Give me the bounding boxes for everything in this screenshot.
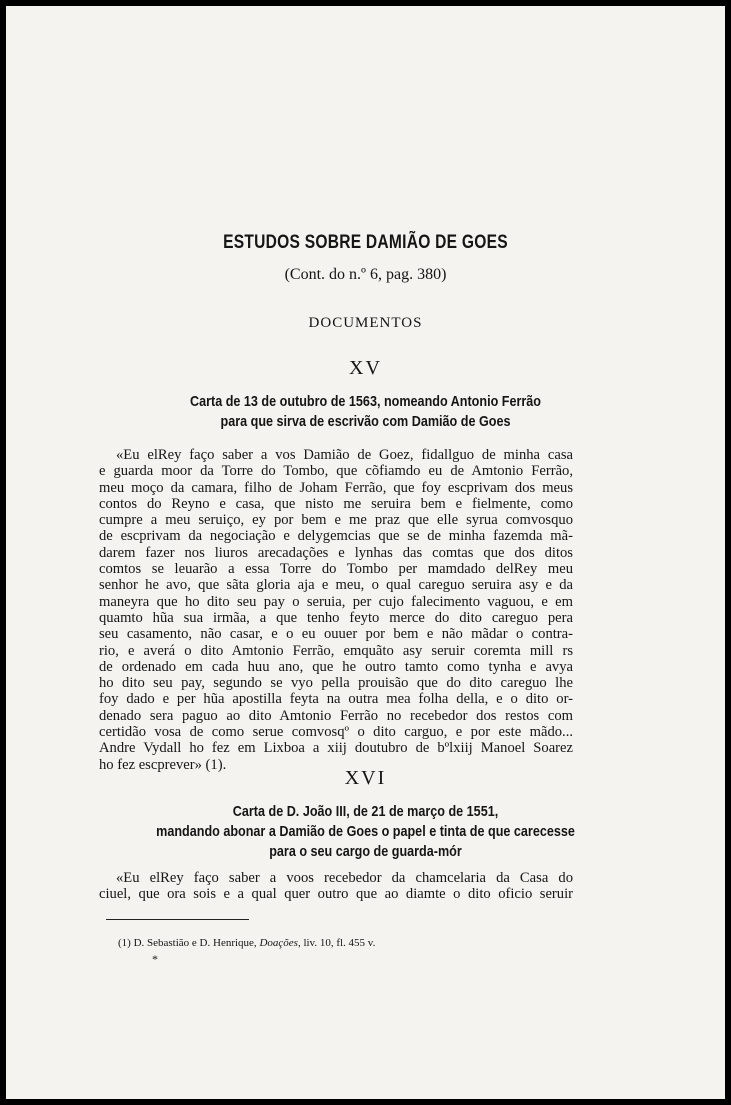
body-line: senhor he avo, que sãta gloria aja e meu, o qual careguo seruira asy e da bbox=[99, 577, 573, 594]
body-line: denado sera paguo ao dito Amtonio Ferrão no recebedor dos restos com bbox=[99, 707, 573, 724]
body-line: de ordenado em cada huu ano, que he outro tamto como tynha e avya bbox=[99, 658, 573, 675]
body-line: «Eu elRey faço saber a voos recebedor da chamcelaria da Casa do bbox=[116, 870, 573, 886]
body-line: meu moço da camara, filho de Joham Ferrão, que foy escprivam dos meus bbox=[99, 479, 573, 496]
heading-line: para que sirva de escrivão com Damião de Goes bbox=[220, 413, 511, 430]
body-line: e guarda moor da Torre do Tombo, que cõfiamdo eu de Amtonio Ferrão, bbox=[99, 463, 573, 480]
heading-line: Carta de D. João III, de 21 de março de 1551, bbox=[232, 803, 499, 820]
body-line: rio, e averá o dito Amtonio Ferrão, emquãto asy seruir coremta mill rs bbox=[99, 642, 573, 659]
body-line: ciuel, que ora sois e a qual quer outro que ao diamte o dito oficio seruir bbox=[99, 886, 573, 903]
body-line: seu casamento, não casar, e o eu ouuer por bem e não mãdar o contra- bbox=[99, 626, 573, 643]
page-title: ESTUDOS SOBRE DAMIÃO DE GOES bbox=[223, 232, 508, 253]
body-line: ho fez escprever» (1). bbox=[99, 756, 227, 773]
body-line: contos do Reyno e casa, que nisto me seruira bem e fielmente, como bbox=[99, 495, 573, 512]
footnote-italic: Doações bbox=[259, 937, 298, 949]
section-label: DOCUMENTOS bbox=[308, 315, 423, 331]
body-line: cumpre a meu seruiço, ey por bem e me praz que elle syrua comvosquo bbox=[99, 512, 573, 529]
body-line: certidão vosa de como serue comvosqº o dito carguo, e por este mãdo... bbox=[99, 724, 573, 741]
page-subtitle: (Cont. do n.º 6, pag. 380) bbox=[284, 266, 447, 283]
body-line: comtos se leuarão a essa Torre do Tombo per mamdado delRey meu bbox=[99, 561, 573, 578]
document-heading-xvi bbox=[64, 802, 668, 862]
footnote-marker: (1) bbox=[118, 937, 131, 949]
body-line: Andre Vydall ho fez em Lixboa a xiij doutubro de bºlxiij Manoel Soarez bbox=[99, 740, 573, 757]
body-line: de escprivam da negociação e delygemcias que se de minha fazemda mã- bbox=[99, 528, 573, 545]
body-line: maneyra que ho dito seu pay o seruia, per cujo falecimento vaguou, e em bbox=[99, 593, 573, 610]
body-line: foy dado e per hũa apostilla feyta na outra mea folha della, e o dito or- bbox=[99, 691, 573, 708]
footnote bbox=[118, 937, 375, 949]
body-line: ho dito seu pay, segundo se vyo pella prouisão que do dito careguo lhe bbox=[99, 675, 573, 692]
body-line: darem fazer nos liuros arecadações e lynhas das comtas que dos ditos bbox=[99, 544, 573, 561]
document-number-xvi: XVI bbox=[344, 767, 387, 789]
stray-mark: * bbox=[152, 952, 158, 966]
document-body-xvi bbox=[99, 870, 573, 903]
body-line: quamto hũa sua irmãa, a que tenho feyto merce do dito careguo pera bbox=[99, 609, 573, 626]
body-line: «Eu elRey faço saber a vos Damião de Goez, fidallguo de minha casa bbox=[116, 447, 573, 463]
document-heading-xv bbox=[64, 392, 668, 432]
footnote-text-after: , liv. 10, fl. 455 v. bbox=[297, 937, 376, 949]
document-number-xv: XV bbox=[349, 357, 382, 379]
document-body-xv bbox=[99, 447, 573, 773]
document-page bbox=[6, 6, 725, 1099]
heading-line: Carta de 13 de outubro de 1563, nomeando Antonio Ferrão bbox=[189, 393, 541, 410]
footnote-divider bbox=[106, 919, 249, 920]
heading-line: mandando abonar a Damião de Goes o papel e tinta de que carecesse bbox=[156, 823, 575, 840]
heading-line: para o seu cargo de guarda-mór bbox=[269, 843, 462, 860]
footnote-text: D. Sebastião e D. Henrique, bbox=[133, 937, 257, 949]
